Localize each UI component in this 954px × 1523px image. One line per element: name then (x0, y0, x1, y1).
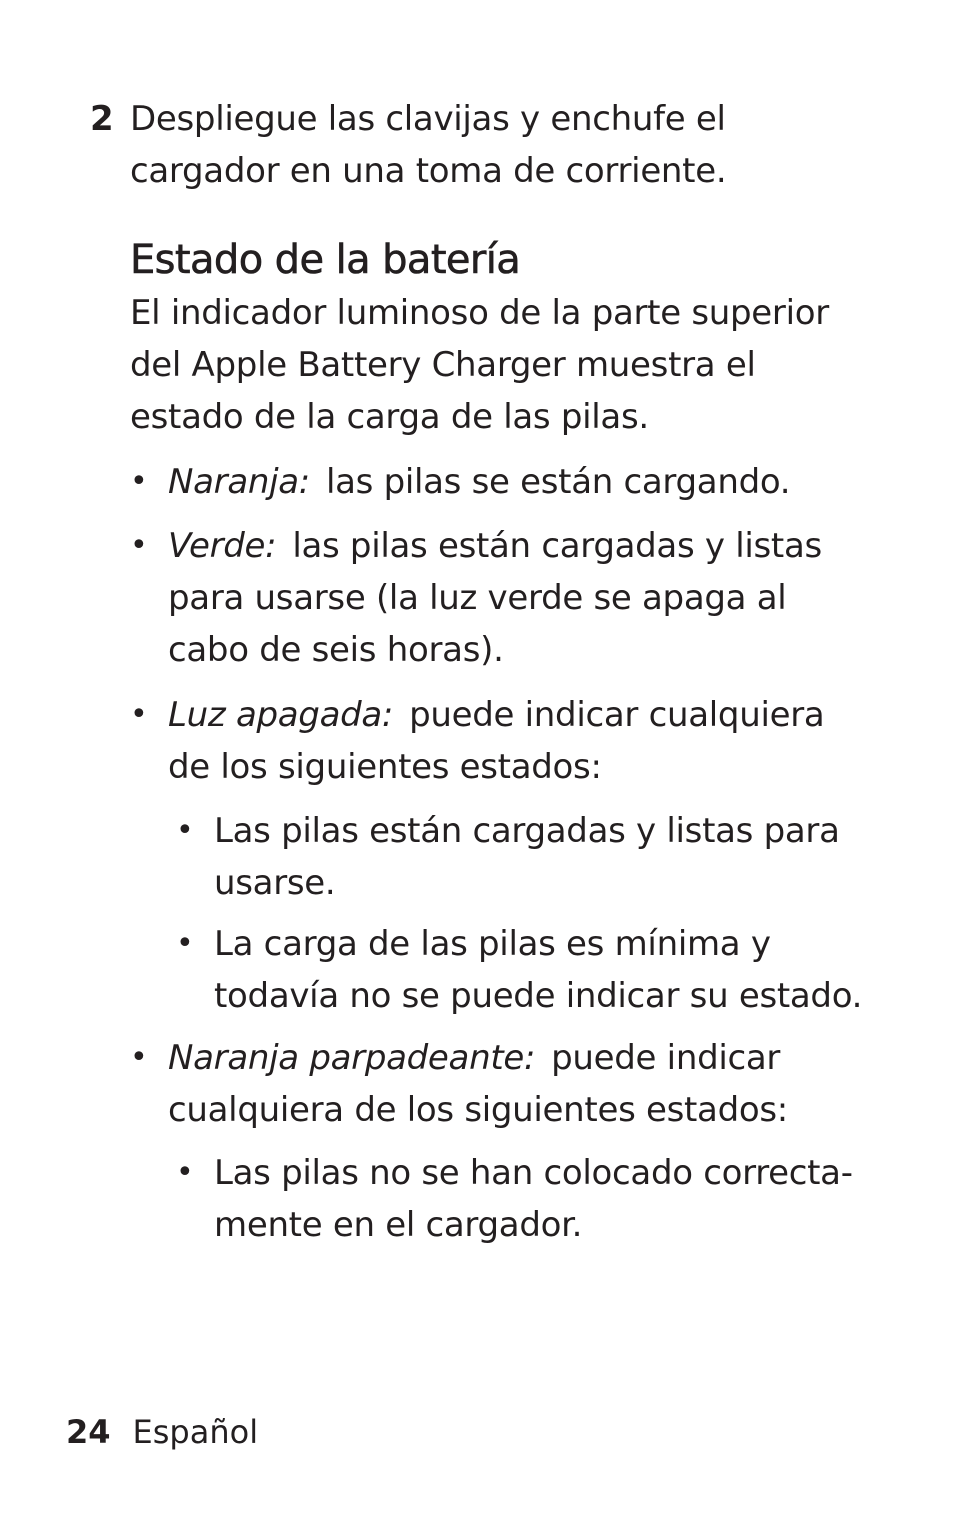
bullet-icon: • (176, 813, 194, 848)
bullet-label: Luz apagada: (168, 695, 394, 735)
step-text: Despliegue las clavijas y enchufe el cargador en una toma de corriente. (130, 99, 727, 191)
bullet-text: puede indicar cualquiera de los siguientes estados: (168, 695, 825, 787)
bullet-item-orange (130, 456, 858, 508)
sub-bullet-item (176, 918, 864, 1022)
bullet-item-light-off (130, 689, 858, 793)
bullet-icon: • (130, 528, 148, 563)
sub-bullet-text: La carga de las pilas es mínima y todavía no se puede indicar su estado. (214, 924, 863, 1016)
footer-language: Español (132, 1413, 259, 1451)
page-number: 24 (66, 1413, 111, 1451)
bullet-icon: • (130, 1040, 148, 1075)
bullet-icon: • (130, 464, 148, 499)
sub-bullet-text: Las pilas no se han colocado correcta-mente en el cargador. (214, 1153, 853, 1245)
bullet-text: puede indicar cualquiera de los siguientes estados: (168, 1038, 788, 1130)
step-number: 2 (90, 99, 114, 139)
bullet-icon: • (176, 926, 194, 961)
bullet-label: Naranja parpadeante: (168, 1038, 536, 1078)
bullet-icon: • (130, 697, 148, 732)
bullet-label: Verde: (168, 526, 277, 566)
section-intro: El indicador luminoso de la parte superior del Apple Battery Charger muestra el estado de la carga de las pilas. (130, 293, 829, 437)
bullet-icon: • (176, 1155, 194, 1190)
sub-bullet-text: Las pilas están cargadas y listas para usarse. (214, 811, 840, 903)
page-footer (66, 1410, 258, 1454)
sub-bullet-item (176, 805, 864, 909)
section-heading: Estado de la batería (130, 237, 521, 283)
bullet-item-blinking-orange (130, 1032, 858, 1136)
bullet-text: las pilas están cargadas y listas para usarse (la luz verde se apaga al cabo de seis horas). (168, 526, 822, 670)
bullet-item-green (130, 520, 858, 676)
bullet-label: Naranja: (168, 462, 310, 502)
sub-bullet-item (176, 1147, 864, 1251)
bullet-text: las pilas se están cargando. (325, 462, 791, 502)
